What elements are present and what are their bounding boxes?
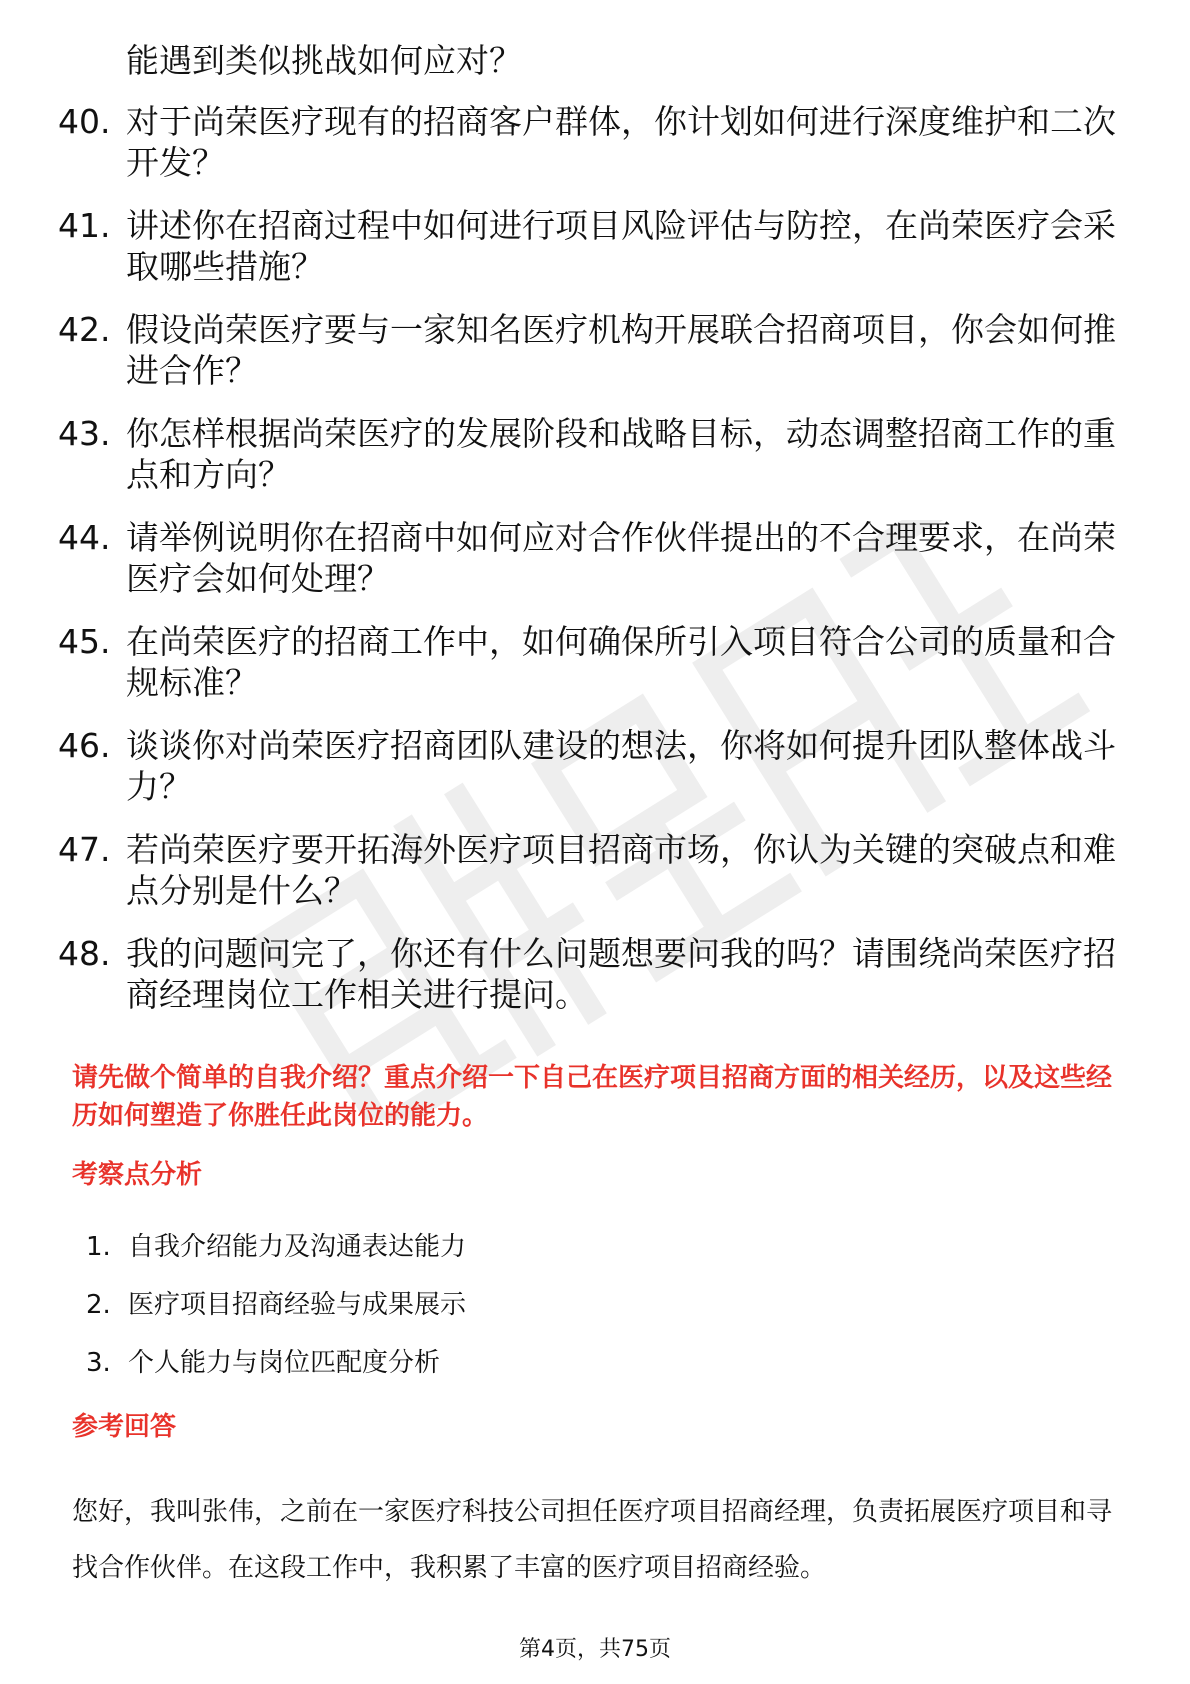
reference-heading: 参考回答 [72, 1412, 177, 1442]
question-text: 假设尚荣医疗要与一家知名医疗机构开展联合招商项目，你会如何推进合作？ [126, 310, 1116, 390]
question-text: 讲述你在招商过程中如何进行项目风险评估与防控，在尚荣医疗会采取哪些措施？ [126, 206, 1116, 286]
analysis-number: 3. [86, 1348, 111, 1378]
question-number: 47. [58, 830, 111, 869]
question-number: 41. [58, 206, 111, 245]
question-text: 谈谈你对尚荣医疗招商团队建设的想法，你将如何提升团队整体战斗力？ [126, 726, 1116, 806]
analysis-number: 2. [86, 1290, 111, 1320]
question-item [58, 413, 1118, 495]
question-item [58, 205, 1118, 287]
analysis-heading: 考察点分析 [72, 1160, 203, 1190]
question-list [58, 40, 1118, 1037]
analysis-text: 医疗项目招商经验与成果展示 [128, 1290, 467, 1320]
reference-answer: 您好，我叫张伟，之前在一家医疗科技公司担任医疗项目招商经理，负责拓展医疗项目和寻找合作伙伴。在这段工作中，我积累了丰富的医疗项目招商经验。 [72, 1497, 1113, 1583]
analysis-number: 1. [86, 1232, 111, 1262]
question-number: 44. [58, 518, 111, 557]
question-continuation [58, 40, 1118, 81]
analysis-item [86, 1346, 986, 1380]
question-item [58, 101, 1118, 183]
analysis-item [86, 1288, 986, 1322]
question-number: 40. [58, 102, 111, 141]
question-text: 我的问题问完了，你还有什么问题想要问我的吗？请围绕尚荣医疗招商经理岗位工作相关进行提问。 [126, 934, 1116, 1014]
question-number: 43. [58, 414, 111, 453]
question-text: 若尚荣医疗要开拓海外医疗项目招商市场，你认为关键的突破点和难点分别是什么？ [126, 830, 1116, 910]
question-text: 能遇到类似挑战如何应对？ [126, 41, 522, 80]
question-number: 46. [58, 726, 111, 765]
question-number: 48. [58, 934, 111, 973]
analysis-item [86, 1230, 986, 1264]
analysis-text: 个人能力与岗位匹配度分析 [128, 1348, 441, 1378]
analysis-list [86, 1230, 986, 1404]
question-text: 对于尚荣医疗现有的招商客户群体，你计划如何进行深度维护和二次开发？ [126, 102, 1116, 182]
question-text: 在尚荣医疗的招商工作中，如何确保所引入项目符合公司的质量和合规标准？ [126, 622, 1116, 702]
analysis-text: 自我介绍能力及沟通表达能力 [128, 1232, 467, 1262]
question-item [58, 309, 1118, 391]
featured-question: 请先做个简单的自我介绍？重点介绍一下自己在医疗项目招商方面的相关经历，以及这些经历如何塑造了你胜任此岗位的能力。 [72, 1063, 1113, 1131]
question-item [58, 725, 1118, 807]
question-text: 你怎样根据尚荣医疗的发展阶段和战略目标，动态调整招商工作的重点和方向？ [126, 414, 1116, 494]
question-number: 42. [58, 310, 111, 349]
question-number: 45. [58, 622, 111, 661]
question-text: 请举例说明你在招商中如何应对合作伙伴提出的不合理要求，在尚荣医疗会如何处理？ [126, 518, 1116, 598]
question-item [58, 517, 1118, 599]
question-item [58, 933, 1118, 1015]
question-item [58, 829, 1118, 911]
question-item [58, 621, 1118, 703]
page-footer: 第4页，共75页 [519, 1637, 671, 1662]
